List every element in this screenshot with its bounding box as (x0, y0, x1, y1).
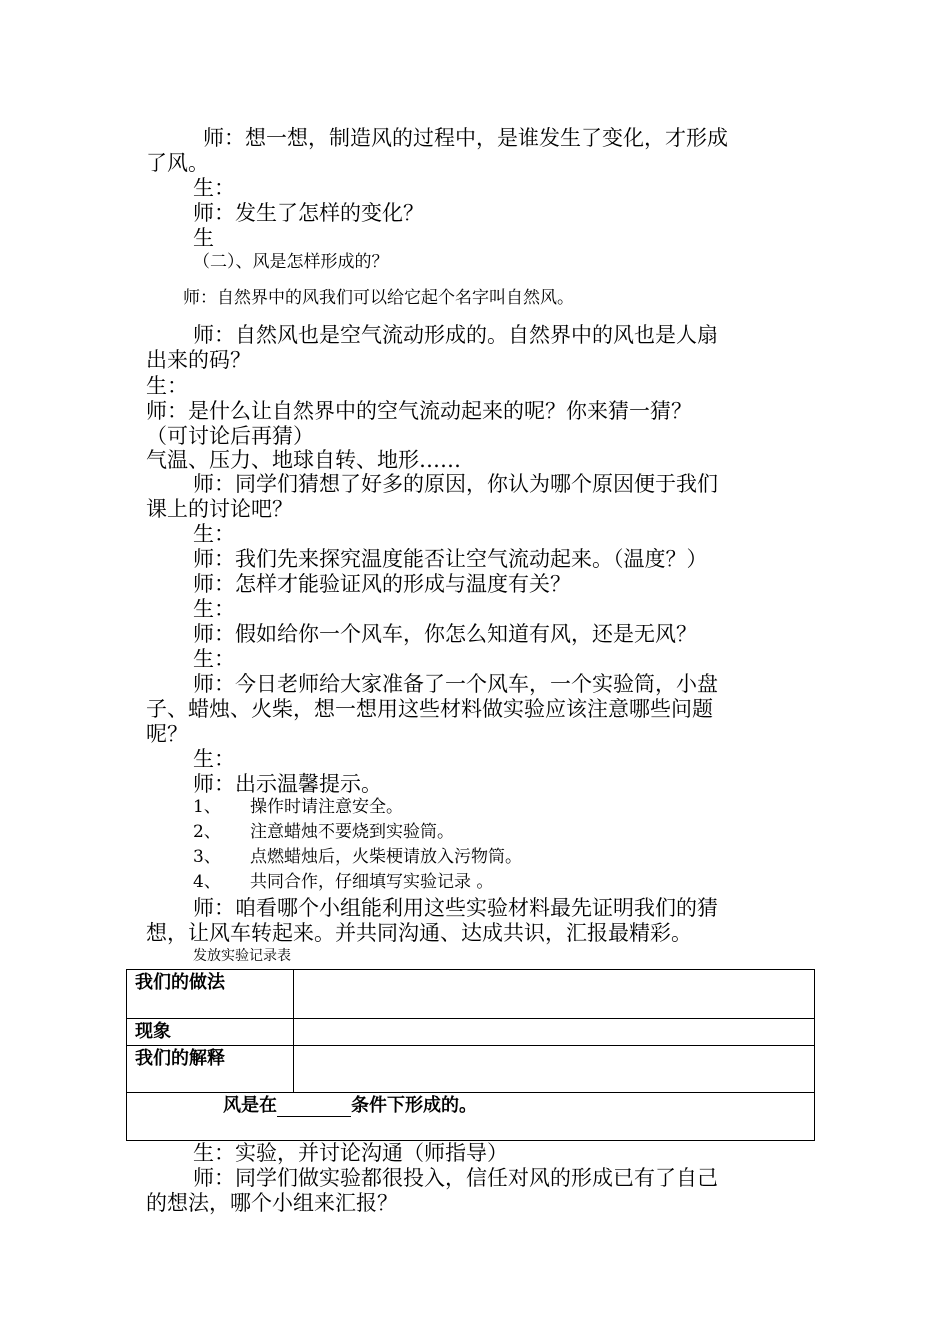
text-line: 生： (193, 176, 235, 200)
text-line: 师：假如给你一个风车，你怎么知道有风，还是无风？ (193, 622, 697, 646)
tip-text: 注意蜡烛不要烧到实验筒。 (250, 822, 454, 842)
text-line: 师：自然风也是空气流动形成的。自然界中的风也是人扇 (193, 323, 718, 347)
text-line: 生： (193, 522, 235, 546)
table-row (127, 1093, 815, 1141)
experiment-record-table (126, 969, 815, 1141)
text-line: 了风。 (146, 151, 209, 175)
text-line: 生： (193, 747, 235, 771)
section-heading: （二）、风是怎样形成的？ (193, 252, 389, 272)
tip-item (193, 872, 493, 892)
text-line: 子、蜡烛、火柴，想一想用这些材料做实验应该注意哪些问题 (146, 697, 713, 721)
tip-text: 操作时请注意安全。 (250, 797, 403, 817)
text-line: 生 (193, 226, 214, 250)
text-line: 的想法，哪个小组来汇报？ (146, 1191, 398, 1215)
tip-text: 点燃蜡烛后，火柴梗请放入污物筒。 (250, 847, 522, 867)
tip-number: 4、 (193, 872, 221, 892)
text-line: 生： (193, 597, 235, 621)
table-row (127, 1046, 815, 1093)
text-line: （可讨论后再猜） (146, 424, 314, 448)
text-line: 呢？ (146, 722, 188, 746)
text-line: 生：实验，并讨论沟通（师指导） (193, 1141, 508, 1165)
table-cell-method[interactable] (294, 970, 815, 1019)
text-line: 师：我们先来探究温度能否让空气流动起来。（温度？） (193, 547, 708, 571)
text-line: 生： (193, 647, 235, 671)
text-line: 师：出示温馨提示。 (193, 772, 382, 796)
text-line: 出来的码？ (146, 348, 251, 372)
tip-number: 3、 (193, 847, 221, 867)
text-line: 想，让风车转起来。并共同沟通、达成共识，汇报最精彩。 (146, 921, 692, 945)
text-line: 生： (146, 374, 188, 398)
tip-number: 2、 (193, 822, 221, 842)
table-caption: 发放实验记录表 (193, 948, 291, 964)
text-line: 气温、压力、地球自转、地形…… (146, 448, 461, 472)
table-row (127, 970, 815, 1019)
table-cell-phenomenon[interactable] (294, 1019, 815, 1046)
table-label-phenomenon: 现象 (127, 1019, 294, 1046)
table-cell-explanation[interactable] (294, 1046, 815, 1093)
text-line: 师：想一想，制造风的过程中，是谁发生了变化，才形成 (203, 126, 728, 150)
text-line: 师：发生了怎样的变化？ (193, 201, 424, 225)
text-line: 师：同学们做实验都很投入，信任对风的形成已有了自己 (193, 1166, 718, 1190)
tip-item (193, 797, 403, 817)
tip-item (193, 822, 454, 842)
table-row (127, 1019, 815, 1046)
tip-text: 共同合作，仔细填写实验记录 。 (250, 872, 494, 892)
text-line: 师：同学们猜想了好多的原因，你认为哪个原因便于我们 (193, 472, 718, 496)
conclusion-prefix: 风是在 (223, 1095, 277, 1116)
tip-item (193, 847, 522, 867)
table-conclusion (127, 1093, 815, 1141)
text-line: 师：怎样才能验证风的形成与温度有关？ (193, 572, 571, 596)
conclusion-blank[interactable] (277, 1098, 351, 1117)
text-line: 师：是什么让自然界中的空气流动起来的呢？你来猜一猜？ (146, 399, 692, 423)
text-line: 师：自然界中的风我们可以给它起个名字叫自然风。 (183, 288, 574, 308)
table-label-explanation: 我们的解释 (127, 1046, 294, 1093)
table-label-method: 我们的做法 (127, 970, 294, 1019)
text-line: 师：咱看哪个小组能利用这些实验材料最先证明我们的猜 (193, 896, 718, 920)
text-line: 课上的讨论吧？ (146, 497, 293, 521)
tip-number: 1、 (193, 797, 221, 817)
text-line: 师：今日老师给大家准备了一个风车，一个实验筒，小盘 (193, 672, 718, 696)
conclusion-suffix: 条件下形成的。 (351, 1095, 477, 1116)
